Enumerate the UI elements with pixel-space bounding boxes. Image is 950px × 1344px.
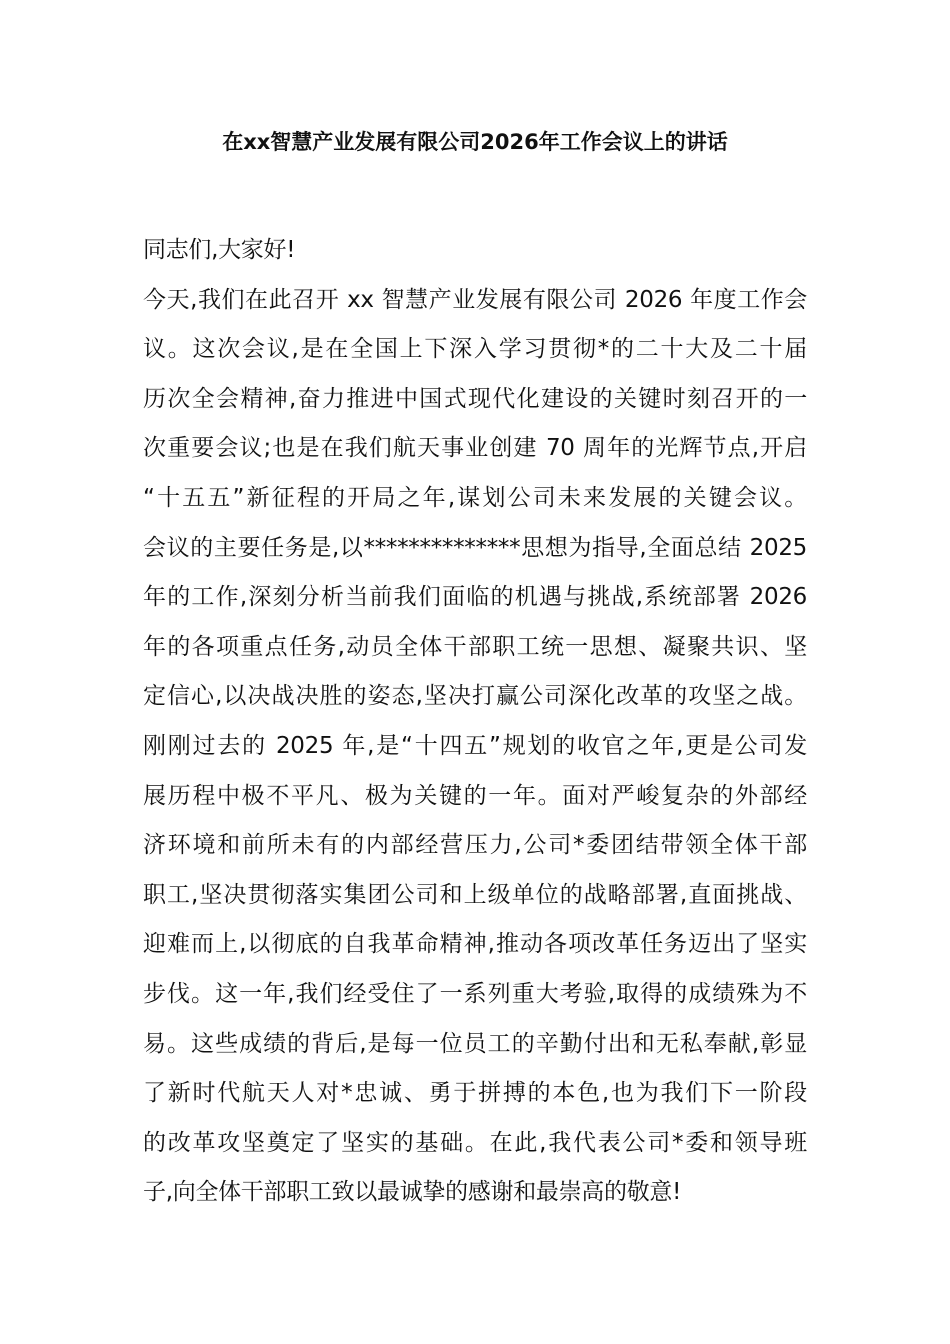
text-line: 职工,坚决贯彻落实集团公司和上级单位的战略部署,直面挑战、 (143, 881, 807, 908)
text-line: 次重要会议;也是在我们航天事业创建 70 周年的光辉节点,开启 (143, 435, 807, 462)
text-line: 刚刚过去的 2025 年,是“十四五”规划的收官之年,更是公司发 (143, 732, 807, 759)
text-line: 年的各项重点任务,动员全体干部职工统一思想、凝聚共识、坚 (143, 633, 807, 660)
text-line: 迎难而上,以彻底的自我革命精神,推动各项改革任务迈出了坚实 (143, 931, 807, 958)
text-line: 了新时代航天人对*忠诚、勇于拼搏的本色,也为我们下一阶段 (143, 1080, 807, 1107)
document-title: 在xx智慧产业发展有限公司2026年工作会议上的讲话 (222, 130, 728, 154)
text-line: 历次全会精神,奋力推进中国式现代化建设的关键时刻召开的一 (143, 385, 807, 412)
text-line: 子,向全体干部职工致以最诚挚的感谢和最崇高的敬意! (143, 1179, 682, 1206)
text-line: 会议的主要任务是,以**************思想为指导,全面总结 2025 (143, 534, 807, 561)
text-line: 定信心,以决战决胜的姿态,坚决打赢公司深化改革的攻坚之战。 (143, 683, 807, 710)
paragraph-review-2025 (143, 722, 807, 1218)
paragraph-intro (143, 276, 807, 524)
text-line: 今天,我们在此召开 xx 智慧产业发展有限公司 2026 年度工作会 (143, 286, 807, 313)
text-line: 年的工作,深刻分析当前我们面临的机遇与挑战,系统部署 2026 (143, 584, 807, 611)
paragraph-greeting (143, 226, 807, 276)
paragraph-tasks (143, 524, 807, 722)
text-line: 易。这些成绩的背后,是每一位员工的辛勤付出和无私奉献,彰显 (143, 1030, 807, 1057)
text-line: 的改革攻坚奠定了坚实的基础。在此,我代表公司*委和领导班 (143, 1129, 807, 1156)
text-line: 步伐。这一年,我们经受住了一系列重大考验,取得的成绩殊为不 (143, 980, 807, 1007)
text-line: 同志们,大家好! (143, 237, 296, 263)
text-line: “十五五”新征程的开局之年,谋划公司未来发展的关键会议。 (143, 484, 807, 511)
text-line: 展历程中极不平凡、极为关键的一年。面对严峻复杂的外部经 (143, 782, 807, 809)
text-line: 济环境和前所未有的内部经营压力,公司*委团结带领全体干部 (143, 832, 807, 859)
text-line: 议。这次会议,是在全国上下深入学习贯彻*的二十大及二十届 (143, 336, 807, 363)
document-body (143, 226, 807, 1218)
